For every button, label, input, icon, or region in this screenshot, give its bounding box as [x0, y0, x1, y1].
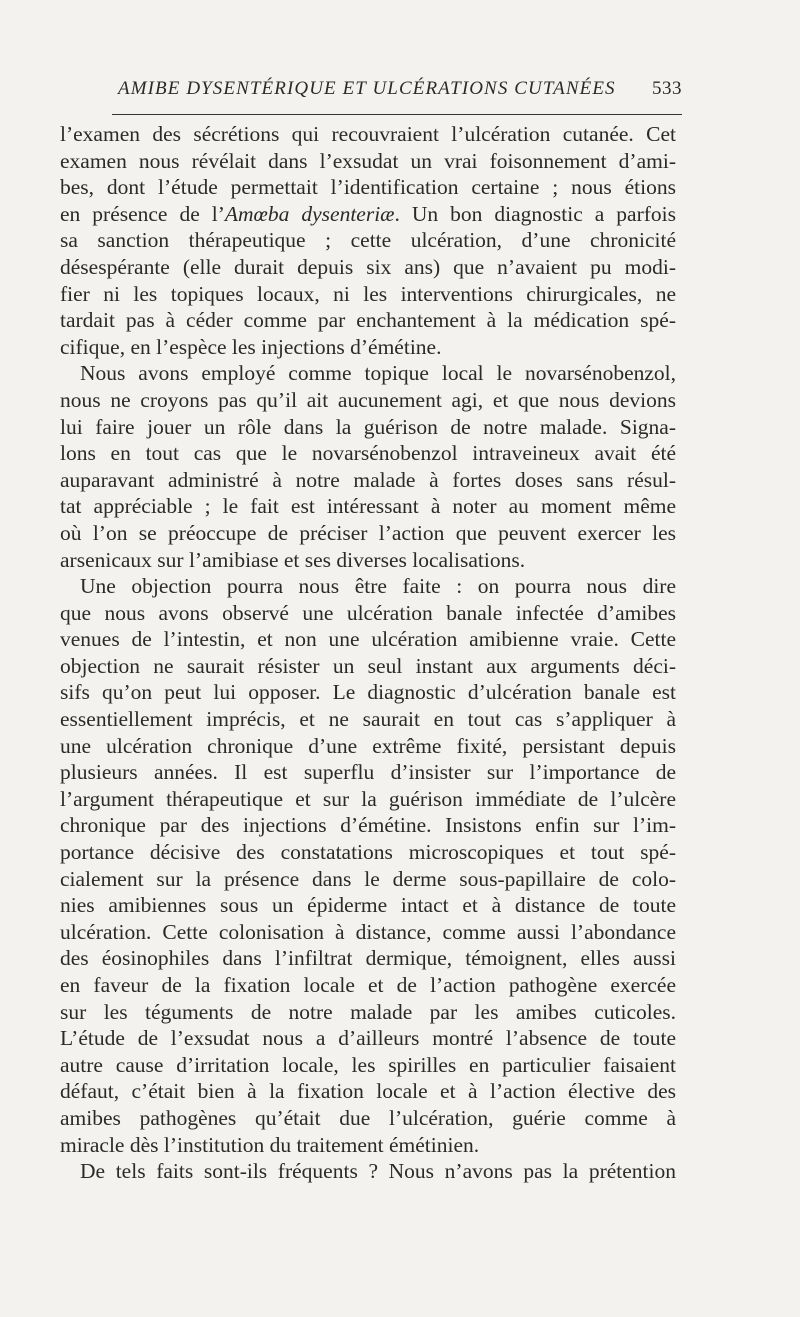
text-line: portance décisive des constatations microscopiques et tout spé- — [60, 840, 676, 865]
header-rule — [112, 114, 682, 115]
text-line: cifique, en l’espèce les injections d’émétine. — [60, 334, 442, 359]
text-line: Une objection pourra nous être faite : on pourra nous dire — [80, 574, 676, 599]
text-line: venues de l’intestin, et non une ulcération amibienne vraie. Cette — [60, 627, 676, 652]
text-line: amibes pathogènes qu’était due l’ulcération, guérie comme à — [60, 1105, 676, 1130]
text-line: tat appréciable ; le fait est intéressant à noter au moment même — [60, 494, 676, 519]
text-fragment: en présence de l’ — [60, 201, 225, 226]
text-line: arsenicaux sur l’amibiase et ses diverses localisations. — [60, 547, 526, 572]
text-line: ulcération. Cette colonisation à distance, comme aussi l’abondance — [60, 919, 676, 944]
text-line: essentiellement imprécis, et ne saurait en tout cas s’appliquer à — [60, 707, 676, 732]
text-line: que nous avons observé une ulcération banale infectée d’amibes — [60, 600, 676, 625]
text-line: L’étude de l’exsudat nous a d’ailleurs montré l’absence de toute — [60, 1026, 676, 1051]
text-line: sa sanction thérapeutique ; cette ulcération, d’une chronicité — [60, 228, 676, 253]
running-title: AMIBE DYSENTÉRIQUE ET ULCÉRATIONS CUTANÉES — [118, 78, 616, 99]
text-line: une ulcération chronique d’une extrême fixité, persistant depuis — [60, 733, 676, 758]
text-line: sur les téguments de notre malade par les amibes cuticoles. — [60, 999, 676, 1024]
text-line: nies amibiennes sous un épiderme intact et à distance de toute — [60, 893, 676, 918]
text-line: tardait pas à céder comme par enchantement à la médication spé- — [60, 308, 676, 333]
page-number: 533 — [652, 78, 682, 99]
text-line: chronique par des injections d’émétine. Insistons enfin sur l’im- — [60, 813, 676, 838]
text-line: en faveur de la fixation locale et de l’action pathogène exercée — [60, 973, 676, 997]
text-line: sifs qu’on peut lui opposer. Le diagnostic d’ulcération banale est — [60, 680, 676, 705]
text-line: lui faire jouer un rôle dans la guérison de notre malade. Signa- — [60, 414, 676, 439]
text-line — [60, 201, 676, 228]
text-line: l’argument thérapeutique et sur la guérison immédiate de l’ulcère — [60, 786, 676, 811]
text-line: examen nous révélait dans l’exsudat un vrai foisonnement d’ami- — [60, 148, 676, 173]
text-line: bes, dont l’étude permettait l’identification certaine ; nous étions — [60, 175, 676, 200]
running-head — [112, 78, 682, 102]
text-line: désespérante (elle durait depuis six ans) que n’avaient pu modi- — [60, 254, 676, 279]
body-text — [60, 121, 676, 1185]
text-line: autre cause d’irritation locale, les spirilles en particulier faisaient — [60, 1052, 676, 1077]
text-line: des éosinophiles dans l’infiltrat dermique, témoignent, elles aussi — [60, 946, 676, 971]
text-line: défaut, c’était bien à la fixation locale et à l’action élective des — [60, 1079, 676, 1104]
text-line: miracle dès l’institution du traitement émétinien. — [60, 1132, 480, 1157]
text-line: fier ni les topiques locaux, ni les interventions chirurgicales, ne — [60, 281, 676, 306]
text-line: Nous avons employé comme topique local le novarsénobenzol, — [80, 361, 676, 386]
text-line: auparavant administré à notre malade à fortes doses sans résul- — [60, 467, 676, 492]
text-line: cialement sur la présence dans le derme sous-papillaire de colo- — [60, 866, 676, 891]
species-name: Amœba dysenteriæ — [224, 201, 395, 226]
text-fragment: . Un bon diagnostic a parfois — [394, 201, 676, 226]
text-line: où l’on se préoccupe de préciser l’action que peuvent exercer les — [60, 520, 676, 545]
text-line: objection ne saurait résister un seul instant aux arguments déci- — [60, 653, 676, 678]
text-line: nous ne croyons pas qu’il ait aucunement agi, et que nous devions — [60, 387, 676, 412]
text-line: lons en tout cas que le novarsénobenzol intraveineux avait été — [60, 441, 676, 466]
text-line: l’examen des sécrétions qui recouvraient l’ulcération cutanée. Cet — [60, 122, 676, 146]
text-line: plusieurs années. Il est superflu d’insister sur l’importance de — [60, 760, 676, 785]
text-line: De tels faits sont-ils fréquents ? Nous n’avons pas la prétention — [80, 1159, 676, 1184]
